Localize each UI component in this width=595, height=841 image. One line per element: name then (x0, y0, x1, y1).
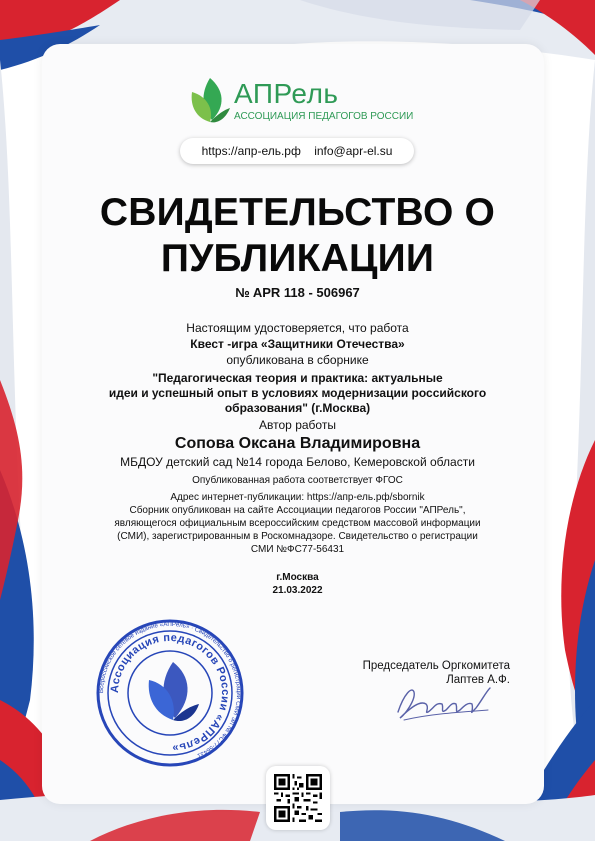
author-name: Сопова Оксана Владимировна (174, 435, 421, 452)
title-line-1: СВИДЕТЕЛЬСТВО О (99, 191, 496, 234)
stamp-inner-text: Ассоциация педагогов России «АПРель» (108, 631, 232, 755)
info-line-4: (СМИ), зарегистрированным в Роскомнадзоре. Свидетельство о регистрации (117, 531, 478, 542)
round-stamp-icon (95, 618, 245, 768)
info-line-5: СМИ №ФС77-56431 (250, 544, 345, 555)
info-line-3: являющегося официальным всероссийским средством массовой информации (114, 518, 481, 529)
author-label: Автор работы (259, 418, 336, 432)
title-line-2: ПУБЛИКАЦИИ (160, 237, 435, 280)
date: 21.03.2022 (272, 585, 323, 596)
collection-title-line-2: идеи и успешный опыт в условиях модернизации российского (108, 386, 487, 400)
email-link[interactable]: info@apr-el.su (314, 144, 393, 158)
qr-code-container (266, 766, 330, 830)
fgos-note: Опубликованная работа соответствует ФГОС (192, 475, 403, 486)
logo-subtitle: АССОЦИАЦИЯ ПЕДАГОГОВ РОССИИ (234, 111, 414, 122)
contacts-bar (180, 138, 414, 164)
handwritten-signature-icon (390, 682, 495, 724)
website-link[interactable]: https://апр-ель.рф (201, 144, 301, 158)
apr-logo (188, 76, 418, 130)
green-leaf-icon (188, 76, 230, 126)
city: г.Москва (276, 572, 319, 583)
certify-text: Настоящим удостоверяется, что работа (186, 321, 409, 335)
qr-code-icon[interactable] (274, 774, 322, 822)
logo-name: АПРель (234, 78, 339, 109)
signatory-role: Председатель Оргкомитета (362, 660, 510, 672)
work-title: Квест -игра «Защитники Отечества» (190, 337, 405, 351)
collection-title-line-3: образования" (г.Москва) (224, 401, 371, 415)
published-in-text: опубликована в сборнике (226, 353, 369, 367)
info-line-1: Адрес интернет-публикации: https://апр-ель.рф/sbornik (170, 492, 425, 503)
certificate-title (0, 190, 595, 282)
signatory-name: Лаптев А.Ф. (446, 674, 510, 686)
certificate-number: № APR 118 - 506967 (235, 285, 360, 300)
info-line-2: Сборник опубликован на сайте Ассоциации педагогов России "АПРель", (129, 505, 466, 516)
organization: МБДОУ детский сад №14 города Белово, Кемеровской области (120, 455, 475, 469)
stamp-outer-text: Всероссийское сетевое издание «АПРель» · Свидетельство о регистрации СМИ ЭЛ № ФС77-56431 (97, 620, 243, 759)
collection-title-line-1: "Педагогическая теория и практика: актуальные (152, 371, 443, 385)
